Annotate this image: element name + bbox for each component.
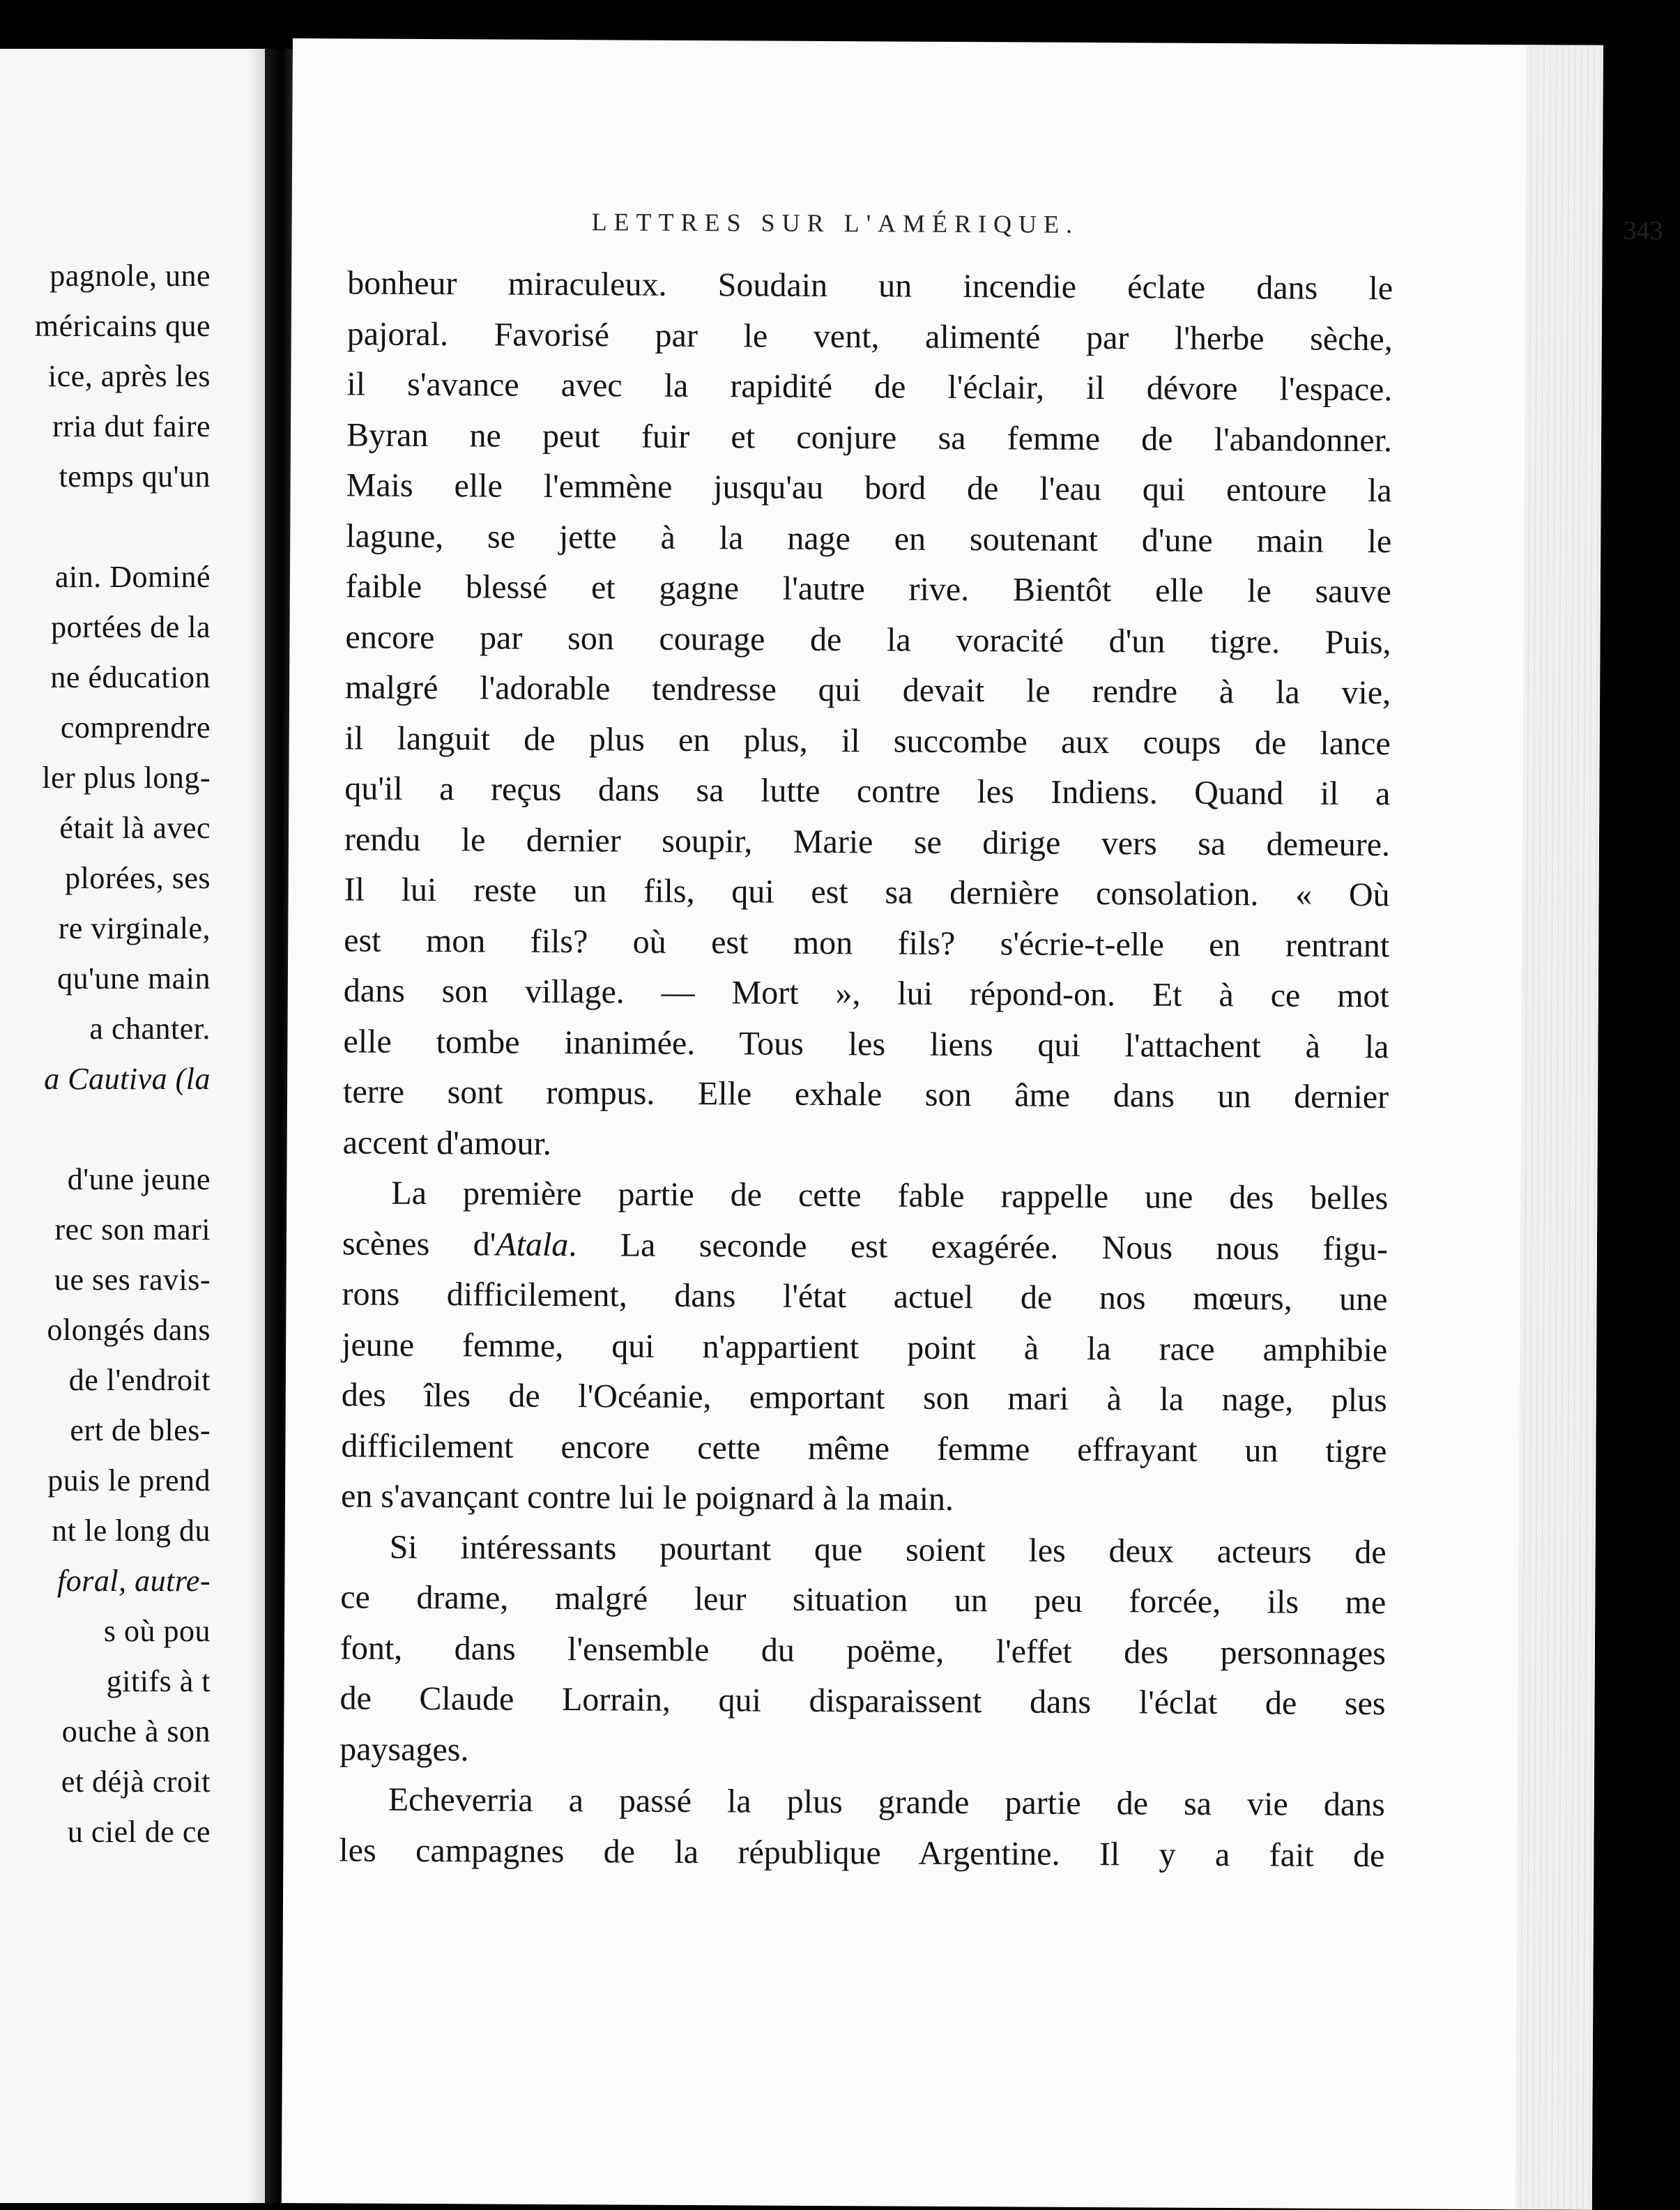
text-line: rendu le dernier soupir, Marie se dirige vers sa demeure. (344, 820, 1391, 863)
left-line: et déjà croit (61, 1765, 211, 1799)
left-line: olongés dans (47, 1313, 211, 1347)
left-line: méricains que (34, 309, 211, 343)
text-line: il languit de plus en plus, il succombe aux coups de lance (344, 719, 1391, 762)
left-line: temps qu'un (59, 459, 211, 494)
text-line: de Claude Lorrain, qui disparaissent dans l'éclat de ses (339, 1679, 1386, 1723)
left-line: a chanter. (89, 1012, 211, 1046)
left-line: qu'une main (57, 961, 211, 996)
text-line: Byran ne peut fuir et conjure sa femme de l'abandonner. (346, 416, 1393, 459)
text-line: il s'avance avec la rapidité de l'éclair, il dévore l'espace. (346, 365, 1393, 409)
text-line: jeune femme, qui n'appartient point à la race amphibie (342, 1325, 1388, 1369)
text-line: encore par son courage de la voracité d'un tigre. Puis, (345, 618, 1391, 661)
page-number: 343 (1623, 215, 1663, 246)
text-line: en s'avançant contre lui le poignard à la main. (340, 1477, 954, 1518)
left-line: nt le long du (52, 1514, 211, 1548)
left-page-fragment (0, 49, 265, 2203)
left-line: s où pou (103, 1614, 211, 1648)
text-line: dans son village. — Mort », lui répond-on. Et à ce mot (343, 972, 1389, 1015)
text-fragment: scènes d' (342, 1224, 496, 1263)
left-line: ne éducation (50, 660, 211, 694)
text-line: difficilement encore cette même femme effrayant un tigre (341, 1426, 1387, 1470)
text-line: lagune, se jette à la nage en soutenant d'une main le (346, 517, 1392, 560)
text-line: des îles de l'Océanie, emportant son mari à la nage, plus (341, 1376, 1387, 1419)
page-header (591, 207, 1679, 254)
left-line: de l'endroit (68, 1363, 211, 1397)
text-line: Il lui reste un fils, qui est sa dernière consolation. « Où (344, 871, 1390, 914)
left-line: pagnole, une (49, 259, 211, 293)
text-line: les campagnes de la république Argentine. Il y a fait de (339, 1831, 1385, 1874)
text-line: Echeverria a passé la plus grande partie de sa vie dans (388, 1781, 1385, 1824)
left-line: était là avec (59, 811, 211, 845)
left-line: rec son mari (54, 1212, 211, 1247)
italic-title: Atala (496, 1226, 569, 1263)
text-line: qu'il a reçus dans sa lutte contre les Indiens. Quand il a (344, 770, 1391, 813)
left-line: ouche à son (61, 1714, 211, 1748)
text-line: elle tombe inanimée. Tous les liens qui l'attachent à la (343, 1022, 1389, 1065)
text-line: paysages. (339, 1730, 469, 1768)
left-line: u ciel de ce (67, 1815, 211, 1849)
text-line: terre sont rompus. Elle exhale son âme dans un dernier (342, 1073, 1389, 1116)
body-text (339, 258, 1393, 1881)
left-line: portées de la (51, 610, 211, 644)
page-edges (1515, 45, 1603, 2210)
left-line: d'une jeune (67, 1162, 211, 1196)
text-line: est mon fils? où est mon fils? s'écrie-t-elle en rentrant (344, 921, 1390, 964)
text-line: Mais elle l'emmène jusqu'au bord de l'eau qui entoure la (346, 466, 1392, 510)
text-line: malgré l'adorable tendresse qui devait le rendre à la vie, (344, 669, 1391, 712)
left-line: puis le prend (47, 1463, 211, 1498)
left-line: ler plus long- (42, 761, 211, 795)
text-line: pajoral. Favorisé par le vent, alimenté par l'herbe sèche, (346, 314, 1393, 358)
text-line: accent d'amour. (342, 1123, 552, 1162)
text-line: font, dans l'ensemble du poëme, l'effet des personnages (339, 1629, 1387, 1672)
text-line: faible blessé et gagne l'autre rive. Bientôt elle le sauve (345, 567, 1392, 611)
text-fragment: . La seconde est exagérée. Nous nous figu- (568, 1226, 1389, 1267)
left-page-text (0, 49, 223, 2203)
left-line: ice, après les (48, 359, 211, 393)
text-line (342, 1219, 1388, 1274)
running-title: LETTRES SUR L'AMÉRIQUE. (591, 208, 1080, 238)
left-line: plorées, ses (65, 861, 211, 895)
text-line: bonheur miraculeux. Soudain un incendie éclate dans le (347, 264, 1393, 307)
left-line: gitifs à t (106, 1664, 211, 1698)
text-line: Si intéressants pourtant que soient les deux acteurs de (389, 1528, 1387, 1571)
left-line: comprendre (60, 710, 211, 745)
left-line: ain. Dominé (54, 560, 211, 594)
left-line: rria dut faire (52, 409, 211, 443)
left-line: ue ses ravis- (54, 1263, 211, 1297)
right-page (282, 38, 1663, 2210)
left-line: ert de bles- (70, 1413, 211, 1447)
left-line: a Cautiva (la (44, 1062, 211, 1096)
text-line: rons difficilement, dans l'état actuel de nos mœurs, une (342, 1275, 1388, 1318)
text-line: La première partie de cette fable rappelle une des belles (391, 1174, 1389, 1217)
left-line: foral, autre- (57, 1564, 211, 1598)
text-line: ce drame, malgré leur situation un peu forcée, ils me (340, 1578, 1387, 1622)
left-line: re virginale, (58, 911, 211, 945)
